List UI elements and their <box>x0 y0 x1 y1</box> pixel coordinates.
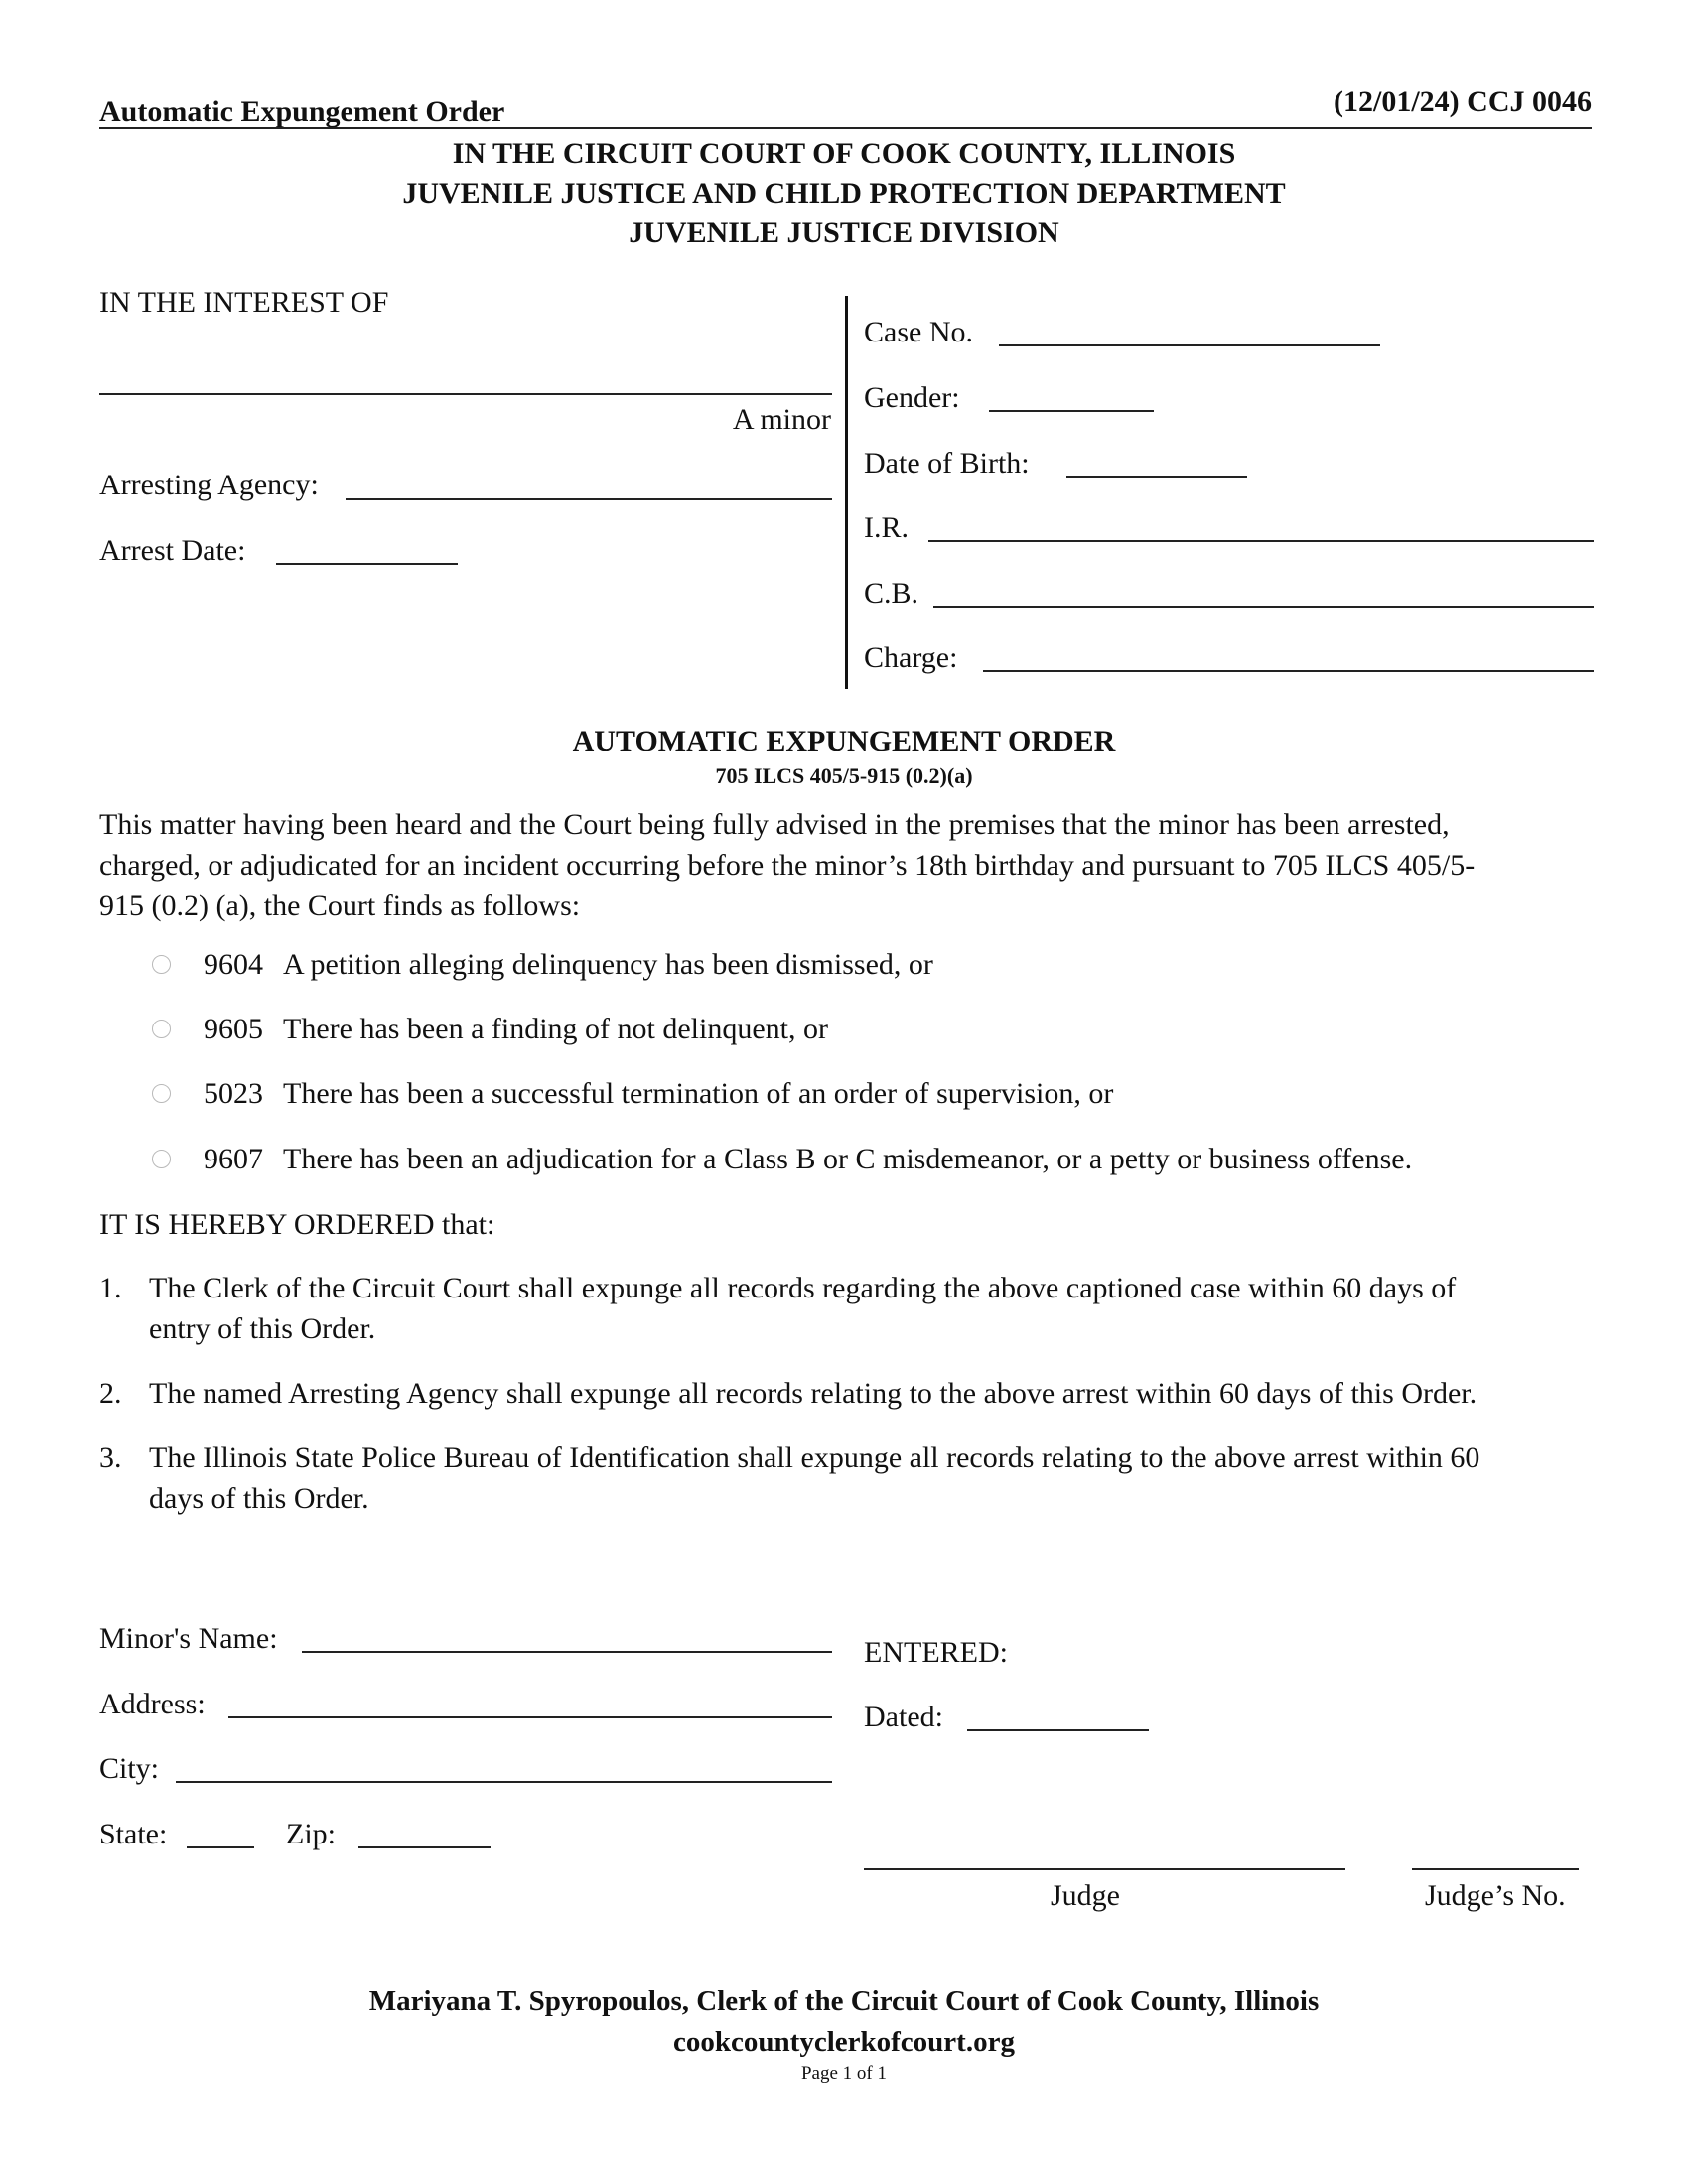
caption-divider <box>845 296 848 689</box>
judge-signature-line[interactable] <box>864 1868 1345 1870</box>
dated-field[interactable] <box>967 1729 1149 1731</box>
order-item-line: days of this Order. <box>149 1482 369 1515</box>
header-rule <box>99 127 1592 129</box>
minors-name-label: Minor's Name: <box>99 1622 278 1655</box>
order-item-number: 1. <box>99 1272 122 1304</box>
order-title: AUTOMATIC EXPUNGEMENT ORDER <box>572 725 1116 757</box>
page-number: Page 1 of 1 <box>800 2063 887 2084</box>
court-line-1: IN THE CIRCUIT COURT OF COOK COUNTY, ILLINOIS <box>452 137 1236 170</box>
arrest-date-field[interactable] <box>276 563 458 565</box>
order-item-line: The Illinois State Police Bureau of Identification shall expunge all records relating to the above arrest within 60 <box>149 1441 1480 1474</box>
case-no-label: Case No. <box>864 316 973 348</box>
arrest-date-label: Arrest Date: <box>99 534 246 567</box>
court-line-3: JUVENILE JUSTICE DIVISION <box>629 216 1059 249</box>
zip-field[interactable] <box>358 1846 491 1848</box>
address-field[interactable] <box>228 1716 832 1718</box>
dated-label: Dated: <box>864 1701 943 1733</box>
judge-no-line[interactable] <box>1412 1868 1579 1870</box>
intro-line-3: 915 (0.2) (a), the Court finds as follows: <box>99 889 581 922</box>
city-field[interactable] <box>176 1781 832 1783</box>
gender-label: Gender: <box>864 381 960 414</box>
finding-text: A petition alleging delinquency has been dismissed, or <box>283 948 933 981</box>
finding-code: 5023 <box>204 1077 263 1110</box>
finding-code: 9607 <box>204 1143 263 1175</box>
finding-5023-radio[interactable] <box>152 1084 171 1103</box>
court-line-2: JUVENILE JUSTICE AND CHILD PROTECTION DEPARTMENT <box>402 177 1286 209</box>
dob-label: Date of Birth: <box>864 447 1030 479</box>
in-the-interest-of: IN THE INTEREST OF <box>99 286 389 319</box>
finding-9605-radio[interactable] <box>152 1020 171 1038</box>
footer-website: cookcountyclerkofcourt.org <box>673 2026 1015 2058</box>
finding-9607-radio[interactable] <box>152 1150 171 1168</box>
cb-field[interactable] <box>933 606 1594 608</box>
arresting-agency-field[interactable] <box>346 498 832 500</box>
ordered-heading: IT IS HEREBY ORDERED that: <box>99 1208 495 1241</box>
ir-field[interactable] <box>928 540 1594 542</box>
order-item-line: The Clerk of the Circuit Court shall expunge all records regarding the above captioned case within 60 days of <box>149 1272 1457 1304</box>
case-no-field[interactable] <box>999 344 1380 346</box>
city-label: City: <box>99 1752 160 1785</box>
judge-label: Judge <box>1051 1879 1120 1912</box>
charge-field[interactable] <box>983 670 1594 672</box>
order-item-line: The named Arresting Agency shall expunge all records relating to the above arrest within 60 days of this Order. <box>149 1377 1477 1410</box>
judge-no-label: Judge’s No. <box>1425 1879 1566 1912</box>
dob-field[interactable] <box>1066 476 1247 478</box>
gender-field[interactable] <box>989 410 1154 412</box>
order-item-line: entry of this Order. <box>149 1312 376 1345</box>
entered-label: ENTERED: <box>864 1636 1008 1669</box>
footer-clerk: Mariyana T. Spyropoulos, Clerk of the Circuit Court of Cook County, Illinois <box>368 1985 1320 2017</box>
a-minor-label: A minor <box>732 403 831 436</box>
finding-9604-radio[interactable] <box>152 955 171 974</box>
minors-name-field[interactable] <box>302 1651 832 1653</box>
form-code: (12/01/24) CCJ 0046 <box>1334 85 1592 118</box>
order-item-number: 3. <box>99 1441 122 1474</box>
charge-label: Charge: <box>864 641 958 674</box>
minor-name-line[interactable] <box>99 393 832 395</box>
cb-label: C.B. <box>864 577 919 610</box>
finding-text: There has been a finding of not delinquent, or <box>283 1013 828 1045</box>
finding-code: 9604 <box>204 948 263 981</box>
arresting-agency-label: Arresting Agency: <box>99 469 319 501</box>
state-label: State: <box>99 1818 168 1850</box>
order-statute: 705 ILCS 405/5-915 (0.2)(a) <box>715 763 973 788</box>
finding-code: 9605 <box>204 1013 263 1045</box>
state-field[interactable] <box>187 1846 254 1848</box>
form-title: Automatic Expungement Order <box>99 95 505 128</box>
zip-label: Zip: <box>286 1818 336 1850</box>
ir-label: I.R. <box>864 511 909 544</box>
finding-text: There has been a successful termination of an order of supervision, or <box>283 1077 1114 1110</box>
intro-line-1: This matter having been heard and the Court being fully advised in the premises that the minor has been arrested, <box>99 808 1450 841</box>
order-item-number: 2. <box>99 1377 122 1410</box>
finding-text: There has been an adjudication for a Class B or C misdemeanor, or a petty or business offense. <box>283 1143 1413 1175</box>
intro-line-2: charged, or adjudicated for an incident occurring before the minor’s 18th birthday and pursuant to 705 ILCS 405/5- <box>99 849 1476 882</box>
address-label: Address: <box>99 1688 206 1720</box>
